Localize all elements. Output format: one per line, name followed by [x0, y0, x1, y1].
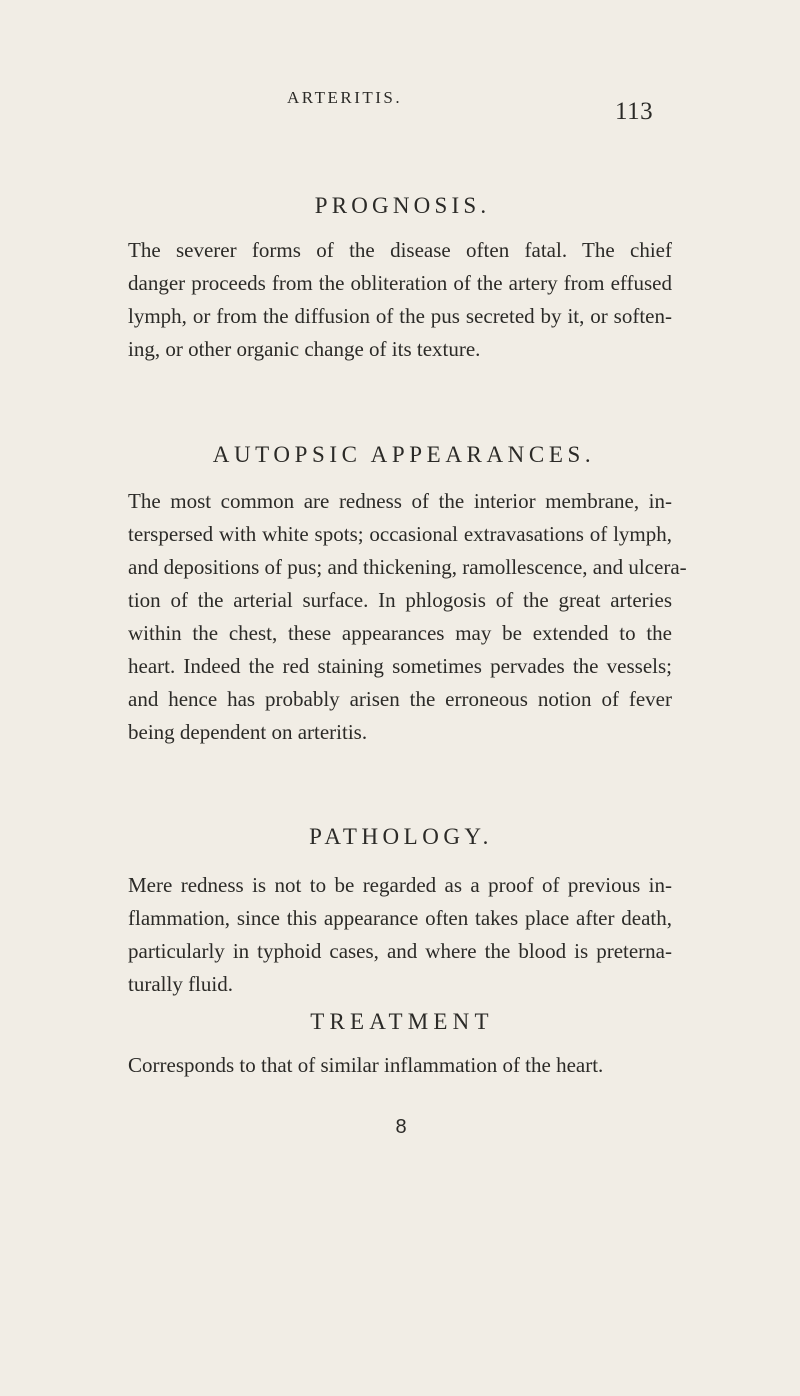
text-line: terspersed with white spots; occasional extravasations of lymph,	[128, 522, 672, 546]
text-line: heart. Indeed the red staining sometimes pervades the vessels;	[128, 654, 672, 678]
heading-prognosis: PROGNOSIS.	[314, 193, 491, 218]
text-line: and hence has probably arisen the erroneous notion of fever	[128, 687, 672, 711]
text-line: danger proceeds from the obliteration of the artery from effused	[128, 271, 672, 295]
paragraph-autopsic-appearances	[128, 485, 687, 749]
text-line: within the chest, these appearances may be extended to the	[128, 621, 672, 645]
text-line: lymph, or from the diffusion of the pus secreted by it, or soften-	[128, 304, 672, 328]
text-line: and depositions of pus; and thickening, ramollescence, and ulcera-	[128, 555, 687, 579]
text-line: flammation, since this appearance often takes place after death,	[128, 906, 672, 930]
text-line: being dependent on arteritis.	[128, 720, 368, 744]
text-line: particularly in typhoid cases, and where the blood is preterna-	[128, 939, 672, 963]
text-line: The most common are redness of the interior membrane, in-	[128, 489, 672, 513]
text-line: turally fluid.	[128, 972, 233, 996]
text-line: Mere redness is not to be regarded as a proof of previous in-	[128, 873, 672, 897]
running-head: ARTERITIS.	[287, 88, 403, 107]
text-line: The severer forms of the disease often fatal. The chief	[128, 238, 672, 262]
text-line: Corresponds to that of similar inflammation of the heart.	[128, 1053, 604, 1077]
heading-treatment: TREATMENT	[310, 1009, 494, 1034]
heading-pathology: PATHOLOGY.	[309, 824, 493, 849]
paragraph-pathology	[128, 869, 672, 1001]
paragraph-treatment	[128, 1049, 672, 1082]
heading-autopsic-appearances: AUTOPSIC APPEARANCES.	[212, 442, 596, 467]
signature-mark: 8	[395, 1116, 407, 1138]
text-line: tion of the arterial surface. In phlogosis of the great arteries	[128, 588, 672, 612]
page-number: 113	[615, 98, 654, 125]
paragraph-prognosis	[128, 234, 672, 366]
text-line: ing, or other organic change of its texture.	[128, 337, 481, 361]
